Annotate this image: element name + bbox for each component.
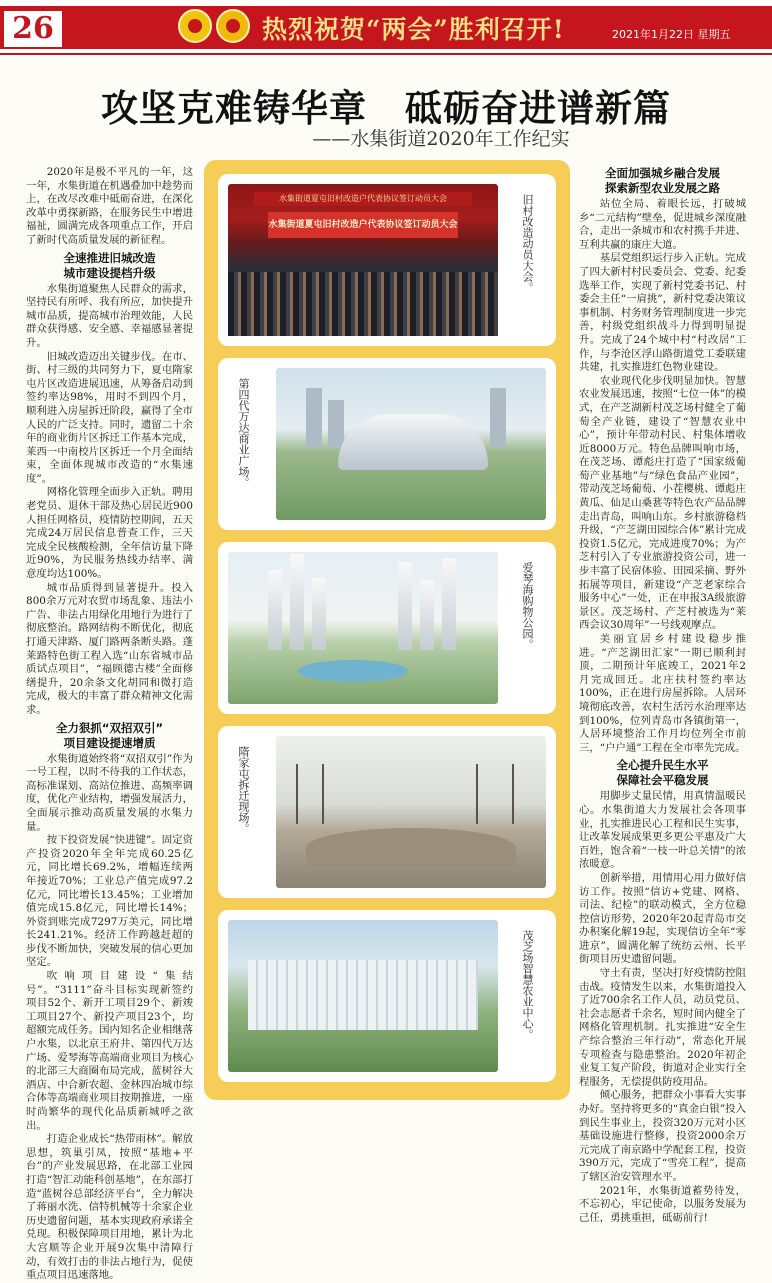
paragraph: 旧城改造迈出关键步伐。在市、街、村三级的共同努力下，夏屯隋家屯片区改造进展迅速，从筹备启动到签约率达98%，用时不到四个月，顺利进入房屋拆迁阶段，赢得了全市人民的广泛支持。同时，遗留二十余年的商业街片区拆迁工作基本完成，莱西一中南校片区拆迁一个月全面结束，全面体现城市改造的“水集速度”。 — [26, 350, 193, 485]
article-subtitle: ——水集街道2020年工作纪实 — [312, 128, 570, 150]
photo-card — [218, 358, 556, 530]
paragraph: 网格化管理全面步入正轨。聘用老党员、退休干部及热心居民近900人担任网格员，疫情防控期间，五天完成24万居民信息普查工作，三天完成全民核酸检测，全年信访量下降近90%，为民服务热线办结率、满意度均达100%。 — [26, 486, 193, 581]
paragraph: 倾心服务，把群众小事看大实事办好。坚持将更多的“真金白银”投入到民生事业上，投资320万元对小区基础设施进行整修，投资2000余万元完成了南京路中学配套工程，投资390万元，完成了“雪亮工程”，提高了辖区治安管理水平。 — [579, 1089, 746, 1183]
paragraph: 守土有责，坚决打好疫情防控阻击战。疫情发生以来，水集街道投入了近700余名工作人员，动员党员、社会志愿者千余名，短时间内健全了网格化管理机制。扎实推进“安全生产综合整治三年行动”，常态化开展专项检查与隐患整治。2020年初企业复工复产阶段，街道对企业实行全程服务，无偿提供防疫用品。 — [579, 967, 746, 1088]
tree — [322, 764, 324, 824]
paragraph: 2021年，水集街道蓄势待发，不忘初心，牢记使命，以服务发展为己任，勇挑重担，砥砺前行! — [579, 1184, 746, 1224]
paragraph: 美丽宜居乡村建设稳步推进。“产芝湖田汇家”一期已顺利封顶，二期预计年底竣工，2021年2月完成回迁。北庄扶村签约率达100%，正在进行房屋拆除。人居环境彻底改善，农村生活污水治理率达到100%，位列青岛市各镇街第一，人居环境整治工作月均位列全市前三，“户户通”工程在全市率先完成。 — [579, 633, 746, 754]
photo-card — [218, 726, 556, 898]
page-number: 26 — [4, 11, 62, 47]
paragraph: 农业现代化步伐明显加快。智慧农业发展迅速，按照“七位一体”的模式，在产芝湖新村茂芝场村健全了葡萄全产业链，建设了“智慧农业中心”，预计年带动村民、村集体增收近8000万元。特色品牌叫响市场，在茂芝场、谭彪庄打造了“国家级葡萄产业基地”与“绿色食品产业园”，带动茂芝场葡萄、小茬樱桃、谭彪庄黄瓜、仙足山桑葚等特色农产品品牌走出青岛，叫响山东。乡村旅游稳档升级，“产芝湖田园综合体”累计完成投资1.5亿元，完成进度70%；为产芝村引入了专业旅游投资公司，进一步丰富了民宿体验、田园采摘、野外拓展等项目，新建设“产芝老家综合服务中心”一处，正在申报3A级旅游景区。茂芝场村、产芝村被选为“莱西会议30周年”一号线观摩点。 — [579, 374, 746, 632]
stage-backdrop: 水集街道夏屯旧村改造户代表协议签订动员大会 — [268, 212, 458, 238]
mall-building — [338, 414, 488, 470]
paragraph: 打造企业成长“热带雨林”。解放思想，筑巢引凤，按照“基地+平台”的产业发展思路，在北部工业园打造“智汇动能科创基地”，在东部打造“蓝树谷总部经济平台”，全力解决了蒋丽水洗、信特机械等十余家企业历史遗留问题，基本实现政府承诺全兑现。积极保障项目用地，累计为北大宫顺等企业开展9次集中清障行动，有效打击的非法占地行为，促使重点项目迅速落地。 — [26, 1133, 193, 1282]
audience — [228, 272, 498, 336]
photo-card — [218, 174, 556, 346]
section-heading: 全力狠抓“双招双引” 项目建设提速增质 — [55, 720, 164, 750]
tower — [442, 558, 456, 650]
left-text-column — [26, 166, 193, 1282]
national-emblem-icon — [178, 9, 212, 43]
tree — [296, 764, 298, 824]
wanda-plaza-rendering — [276, 368, 546, 520]
paragraph: 水集街道始终将“双招双引”作为一号工程，以时不待我的工作状态，高标准谋划、高站位推进、高频率调度，优化产业结构，增强发展活力，全面展示推动高质量发展的水集力量。 — [26, 752, 193, 833]
photo-caption: 爱琴海购物公园。 — [521, 562, 534, 650]
photo-caption: 隋家屯拆迁现场。 — [237, 746, 250, 834]
paragraph: 吹响项目建设“集结号”。“3111”奋斗目标实现新签约项目52个、新开工项目29个、新竣工项目27个、新投产项目23个，均超额完成任务。国内知名企业相继落户水集，以北京王府井、第四代万达广场、爱琴海等高端商业项目为核心的北部三大商圈布局完成，蓝树谷大酒店、中合新农超、金林四冶城市综合体等高端商业项目按期推进，一座时尚繁华的现代化品质新城呼之欲出。 — [26, 970, 193, 1132]
header-slogan: 热烈祝贺“两会”胜利召开! — [262, 15, 565, 44]
smart-agriculture-center-photo — [228, 920, 498, 1072]
photo-card — [218, 542, 556, 714]
section-heading: 全速推进旧城改造 城市建设提档升级 — [63, 250, 156, 280]
park-lake — [298, 660, 408, 682]
tree — [476, 764, 478, 824]
rubble-pile — [306, 828, 516, 868]
right-text-column — [579, 166, 746, 1224]
greenhouse — [248, 960, 478, 1030]
page-header — [0, 0, 772, 56]
tower — [306, 388, 322, 448]
photo-caption: 茂芝场智慧农业中心。 — [521, 930, 534, 1040]
photo-card — [218, 910, 556, 1082]
paragraph: 城市品质得到显著提升。投入800余万元对农贸市场乱象、违法小广告、非法占用绿化用地行为进行了彻底整治。路网结构不断优化，彻底打通天津路、厦门路两条断头路。蓬莱路特色街工程入选“山东省城市品质试点项目”，“福顾德古楼”全面修缮提升，20余条文化胡同和微打造完成，极大的丰富了群众精神文化需求。 — [26, 581, 193, 716]
mobilization-meeting-photo — [228, 184, 498, 336]
issue-date: 2021年1月22日 星期五 — [612, 28, 731, 41]
article-title: 攻坚克难铸华章 砥砺奋进谱新篇 — [101, 86, 671, 130]
photo-frame — [204, 160, 570, 1100]
paragraph: 创新举措，用情用心用力做好信访工作。按照“信访+党建、网格、司法、纪检”的联动模式，全方位稳控信访形势，2020年20起青岛市交办积案化解19起，实现信访全年“零进京”，圆满化解了统纺云州、长平街项目历史遗留问题。 — [579, 871, 746, 966]
tower — [312, 578, 326, 650]
section-heading: 全心提升民生水平 保障社会平稳发展 — [616, 758, 709, 788]
cppcc-emblem-icon — [216, 9, 250, 43]
aegean-park-rendering — [228, 552, 498, 704]
tower — [420, 580, 434, 650]
paragraph: 站位全局、着眼长远，打破城乡“二元结构”壁垒，促进城乡深度融合，走出一条城市和农村携手并进、互利共赢的康庄大道。 — [579, 198, 746, 251]
section-heading: 全面加强城乡融合发展 探索新型农业发展之路 — [605, 166, 720, 195]
tower — [290, 554, 304, 650]
meeting-banner: 水集街道夏屯旧村改造户代表协议签订动员大会 — [254, 192, 472, 206]
tower — [490, 388, 506, 448]
paragraph: 按下投资发展“快进键”。固定资产投资2020年全年完成60.25亿元，同比增长69.2%，增幅连续两年接近70%；工业总产值完成97.2亿元，同比增长13.45%；工业增加值完成15.8亿元，同比增长14%；外资到账完成7297万美元，同比增长241.21%。经济工作跨越赶超的步伐不断加快，突破发展的信心更加坚定。 — [26, 834, 193, 969]
header-rule — [0, 53, 772, 55]
paragraph: 2020年是极不平凡的一年，这一年，水集街道在机遇叠加中趁势而上，在改尽改难中砥砺奋进，在深化改革中勇探新路，在服务民生中增进福祉，圆满完成各项重点工作，开启了新时代高质量发展的新征程。 — [26, 166, 193, 246]
demolition-site-photo — [276, 736, 546, 888]
tower — [398, 562, 412, 650]
tree — [512, 764, 514, 824]
tower — [328, 400, 344, 448]
photo-caption: 旧村改造动员大会。 — [521, 194, 534, 293]
paragraph: 基层党组织运行步入正轨。完成了四大新村村民委员会、党委、纪委选举工作，实现了新村党委书记、村委会主任“一肩挑”，新村党委决策议事机制、村务财务管理制度进一步完善，村级党组织战斗力得到明显提升。完成了24个城中村“村改居”工作，与李沧区浮山路街道党工委联建共建，扎实推进红色物业建设。 — [579, 252, 746, 374]
paragraph: 水集街道聚焦人民群众的需求，坚持民有所呼、我有所应，加快提升城市品质，提高城市治理效能，人民群众获得感、安全感、幸福感显著提升。 — [26, 282, 193, 349]
tower — [268, 570, 282, 650]
paragraph: 用脚步丈量民情，用真情温暖民心。水集街道大力发展社会各项事业，扎实推进民心工程和民生实事，让改革发展成果更多更公平惠及广大百姓，饱含着“一枝一叶总关情”的浓浓暖意。 — [579, 790, 746, 871]
photo-caption: 第四代万达商业广场。 — [237, 378, 250, 488]
